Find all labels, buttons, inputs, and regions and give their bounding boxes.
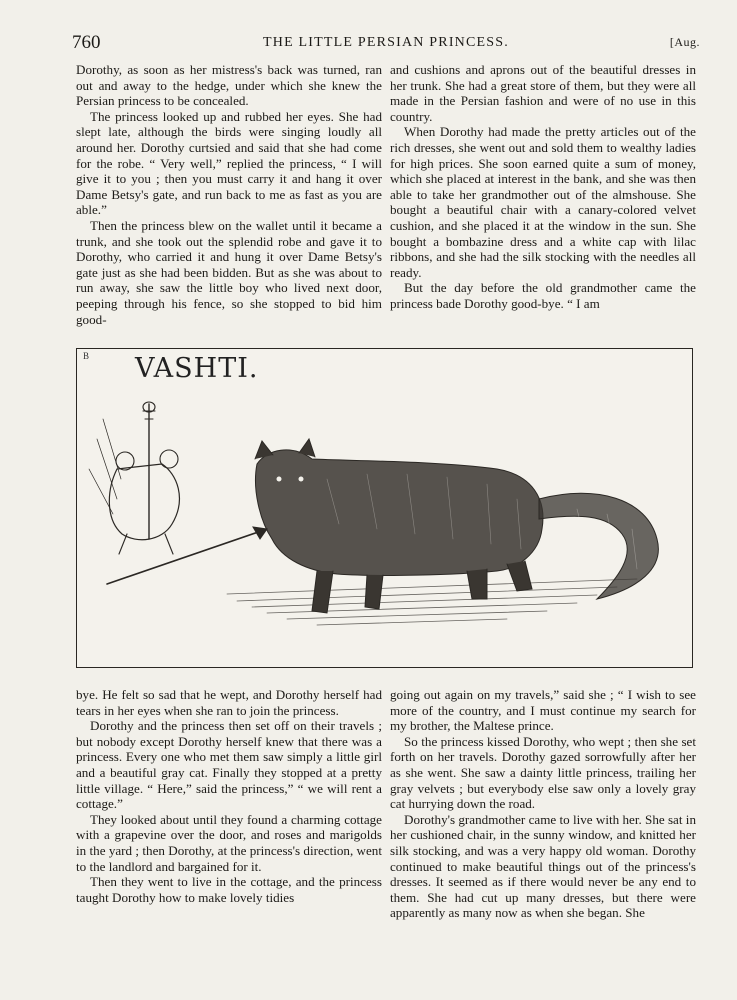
running-title: THE LITTLE PERSIAN PRINCESS. (263, 35, 509, 50)
paragraph: Dorothy's grandmother came to live with her. She sat in her cushioned chair, in the sunny window, and knitted her silk stocking, and was a very happy old woman. Dorothy continued to make beautiful things out of the princess's dresses. It seemed as if there would never be any end to them. She had cut up many dresses, but there were apparently as many now as when she began. She (390, 811, 696, 921)
cat-drawing (77, 349, 693, 668)
text-column-bottom-right (390, 687, 696, 921)
text-column-bottom-left (76, 687, 382, 905)
running-head (72, 32, 700, 54)
paragraph: and cushions and aprons out of the beautiful dresses in her trunk. She had a great store of them, but they were all made in the Persian fashion and were of no use in this country. (390, 62, 696, 124)
paragraph: So the princess kissed Dorothy, who wept ; then she set forth on her travels. Dorothy gazed sorrowfully after her as she went. She saw a dainty little princess, trailing her gray velvets ; but everybody else saw only a lovely gray cat hurrying down the road. (390, 733, 696, 812)
issue-month: [Aug. (669, 35, 700, 49)
paragraph: The princess looked up and rubbed her eyes. She had slept late, although the birds were singing loudly all around her. Dorothy curtsied and said that she had come for the robe. “ Very well,” replied the princess, “ I will give it to you ; then you must carry it and hang it over Dame Betsy's gate, and run back to me as fast as you are able.” (76, 108, 382, 218)
paragraph: Dorothy and the princess then set off on their travels ; but nobody except Dorothy herself knew that there was a princess. Every one who met them saw simply a little girl and a beautiful gray cat. Finally they stopped at a pretty little village. “ Here,” said the princess,” “ we will rent a cottage.” (76, 718, 382, 812)
paragraph: When Dorothy had made the pretty articles out of the rich dresses, she went out and sold them to wealthy ladies for high prices. She soon earned quite a sum of money, which she placed at interest in the bank, and she was then able to take her grandmother out of the almshouse. She bought a beautiful chair with a canary-colored velvet cushion, and she placed it at the window in the sun. She bought a bombazine dress and a white cap with lilac ribbons, and she had the silk stocking with the needles all ready. (390, 124, 696, 280)
paragraph: Dorothy, as soon as her mistress's back was turned, ran out and away to the hedge, under which she knew the Persian princess to be concealed. (76, 62, 382, 109)
paragraph: bye. He felt so sad that he wept, and Dorothy herself had tears in her eyes when she ran to join the princess. (76, 687, 382, 718)
ground-shadow (227, 579, 637, 625)
paragraph: But the day before the old grandmother came the princess bade Dorothy good-bye. “ I am (390, 280, 696, 311)
cat-body (255, 439, 658, 613)
page-number: 760 (72, 32, 101, 53)
illustrator-mark: B (83, 351, 90, 361)
paragraph: going out again on my travels,” said she ; “ I wish to see more of the country, and I must continue my search for my brother, the Maltese prince. (390, 687, 696, 734)
spear (107, 529, 267, 584)
toy-figures (89, 402, 179, 554)
text-column-top-right (390, 62, 696, 312)
vashti-illustration (76, 348, 693, 668)
paragraph: Then the princess blew on the wallet until it became a trunk, and she took out the splendid robe and gave it to Dorothy, who carried it and hung it over Dame Betsy's gate just as she had been bidden. But as she was about to run away, she saw the little boy who lived next door, peeping through his fence, so she stopped to bid him good- (76, 217, 382, 327)
text-column-top-left (76, 62, 382, 327)
paragraph: They looked about until they found a charming cottage with a grapevine over the door, and roses and marigolds in the yard ; then Dorothy, at the princess's direction, went to the landlord and bargained for it. (76, 811, 382, 874)
illustration-title: VASHTI. (135, 353, 259, 384)
paragraph: Then they went to live in the cottage, and the princess taught Dorothy how to make lovely tidies (76, 874, 382, 905)
